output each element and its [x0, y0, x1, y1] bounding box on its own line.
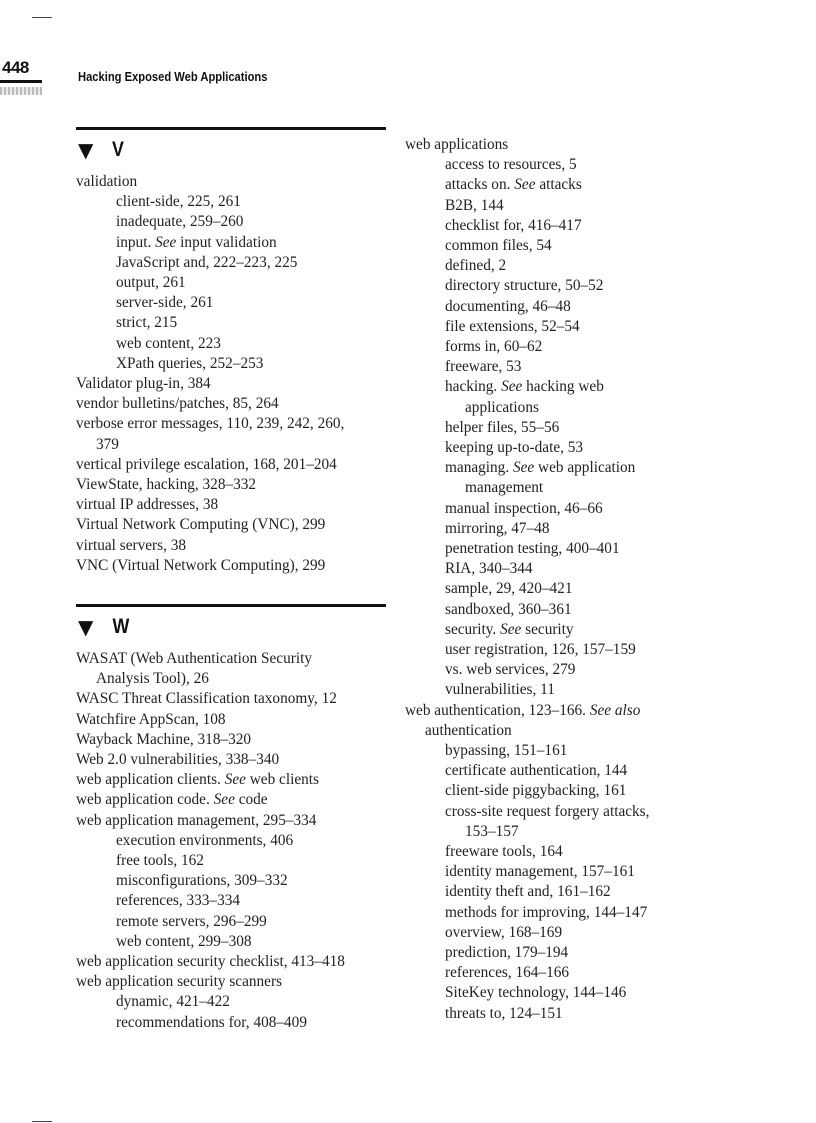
index-entry-text: manual inspection, 46–66	[445, 499, 603, 517]
index-entry	[445, 983, 626, 1003]
index-entry	[76, 495, 218, 515]
index-entry	[76, 811, 316, 831]
index-entry-text: remote servers, 296–299	[116, 912, 267, 930]
index-entry	[445, 923, 562, 943]
index-entry	[76, 394, 279, 414]
index-entry-text: B2B, 144	[445, 196, 504, 214]
index-entry	[445, 276, 603, 296]
index-entry	[445, 640, 636, 660]
index-entry-text: server-side, 261	[116, 294, 214, 312]
see-reference-target: code	[238, 791, 268, 809]
index-entry-text: freeware tools, 164	[445, 843, 563, 860]
index-entry	[76, 770, 319, 790]
index-entry-text: common files, 54	[445, 237, 552, 254]
index-entry	[76, 556, 325, 576]
index-entry-text: vendor bulletins/patches, 85, 264	[76, 395, 279, 413]
index-entry	[465, 822, 519, 842]
see-reference-label: See	[213, 791, 235, 809]
index-entry-text: virtual servers, 38	[76, 536, 187, 554]
index-entry-text: overview, 168–169	[445, 923, 563, 941]
index-entry-text: web application management, 295–334	[76, 811, 317, 829]
triangle-down-icon: ▼	[78, 615, 94, 639]
index-entry	[445, 236, 552, 256]
see-reference-target: security	[525, 620, 574, 638]
index-entry-text: WASAT (Web Authentication Security	[76, 650, 312, 667]
index-entry-text: Wayback Machine, 318–320	[76, 730, 252, 748]
index-entry	[445, 297, 571, 317]
section-letter: W	[112, 615, 130, 638]
index-entry	[116, 212, 243, 232]
index-entry	[445, 903, 647, 923]
index-entry	[76, 972, 282, 992]
index-entry	[445, 660, 575, 680]
index-entry	[445, 842, 563, 862]
index-entry-text: bypassing, 151–161	[445, 742, 568, 759]
index-entry-text: penetration testing, 400–401	[445, 540, 620, 557]
index-entry	[445, 458, 635, 478]
index-entry-text: vertical privilege escalation, 168, 201–204	[76, 455, 337, 473]
crop-mark-bottom	[32, 1121, 52, 1122]
see-reference-label: See	[500, 620, 522, 638]
index-entry	[76, 952, 345, 972]
see-reference-label: See	[224, 771, 246, 789]
see-reference-label: See	[501, 378, 523, 396]
index-entry	[445, 620, 574, 640]
index-entry	[116, 354, 263, 374]
index-entry-text: virtual IP addresses, 38	[76, 496, 219, 514]
index-entry	[425, 721, 512, 741]
index-entry	[445, 499, 603, 519]
index-entry-text: hacking.	[445, 378, 498, 396]
index-entry	[445, 943, 568, 963]
running-title: Hacking Exposed Web Applications	[78, 69, 268, 84]
index-entry-text: authentication	[425, 721, 512, 739]
index-entry-text: helper files, 55–56	[445, 418, 560, 436]
index-entry-text: access to resources, 5	[445, 156, 577, 174]
index-entry	[116, 932, 252, 952]
index-entry-text: execution environments, 406	[116, 831, 294, 849]
index-entry-text: threats to, 124–151	[445, 1004, 563, 1022]
index-entry	[445, 337, 542, 357]
index-entry-text: checklist for, 416–417	[445, 216, 582, 234]
index-entry	[116, 233, 277, 253]
index-entry-text: security.	[445, 620, 497, 638]
index-entry	[405, 701, 640, 721]
index-entry	[76, 515, 325, 535]
index-entry-text: web application clients.	[76, 771, 221, 789]
index-entry	[445, 1004, 563, 1024]
index-entry-text: 153–157	[465, 822, 519, 840]
index-entry	[76, 455, 337, 475]
see-reference-target: web clients	[249, 771, 319, 789]
index-entry-text: validation	[76, 173, 138, 190]
index-entry-text: inadequate, 259–260	[116, 213, 244, 231]
index-entry-text: dynamic, 421–422	[116, 993, 230, 1011]
see-reference-target: attacks	[539, 176, 582, 194]
index-entry	[465, 398, 539, 418]
index-entry	[445, 357, 521, 377]
index-entry-text: JavaScript and, 222–223, 225	[116, 253, 298, 271]
index-entry	[116, 851, 204, 871]
index-entry-text: mirroring, 47–48	[445, 519, 550, 537]
index-entry-text: web content, 299–308	[116, 932, 252, 950]
index-entry-text: input.	[116, 233, 152, 251]
index-entry	[445, 256, 506, 276]
index-entry-text: vulnerabilities, 11	[445, 681, 555, 699]
index-entry-text: strict, 215	[116, 314, 178, 332]
index-entry-text: web application code.	[76, 791, 210, 809]
index-entry-text: keeping up-to-date, 53	[445, 439, 584, 456]
index-entry-text: references, 164–166	[445, 964, 570, 982]
index-entry	[445, 377, 604, 397]
index-entry-text: certificate authentication, 144	[445, 762, 628, 780]
index-entry-text: prediction, 179–194	[445, 944, 569, 961]
index-entry-text: cross-site request forgery attacks,	[445, 802, 650, 820]
index-entry-text: Watchfire AppScan, 108	[76, 710, 226, 728]
index-entry	[465, 478, 543, 498]
index-entry-text: client-side, 225, 261	[116, 193, 241, 211]
index-entry	[445, 438, 583, 458]
index-entry	[445, 963, 569, 983]
index-entry	[445, 196, 504, 216]
index-entry-text: client-side piggybacking, 161	[445, 782, 627, 800]
index-entry-text: user registration, 126, 157–159	[445, 641, 636, 658]
index-entry	[445, 418, 559, 438]
index-entry-text: vs. web services, 279	[445, 661, 576, 679]
index-entry	[76, 414, 344, 434]
index-entry-text: RIA, 340–344	[445, 560, 533, 578]
index-entry-text: methods for improving, 144–147	[445, 903, 648, 921]
index-entry-text: recommendations for, 408–409	[116, 1013, 307, 1031]
index-entry	[116, 313, 177, 333]
index-entry	[445, 761, 627, 781]
index-entry	[445, 600, 572, 620]
index-entry	[116, 871, 288, 891]
index-entry	[116, 273, 186, 293]
index-entry	[76, 475, 256, 495]
index-entry	[96, 435, 119, 455]
index-entry	[445, 519, 550, 539]
index-entry-text: misconfigurations, 309–332	[116, 872, 288, 890]
see-reference-target: web application	[538, 459, 636, 477]
index-entry-text: references, 333–334	[116, 892, 241, 910]
index-entry	[76, 374, 211, 394]
index-entry	[116, 253, 297, 273]
index-entry-text: Virtual Network Computing (VNC), 299	[76, 516, 326, 534]
index-entry-text: defined, 2	[445, 257, 507, 275]
index-entry-text: freeware, 53	[445, 358, 522, 376]
index-entry-text: web content, 223	[116, 334, 221, 352]
index-entry-text: output, 261	[116, 274, 186, 291]
index-entry	[76, 172, 137, 192]
index-entry	[445, 559, 533, 579]
index-entry-text: WASC Threat Classification taxonomy, 12	[76, 690, 337, 708]
section-w-heading	[78, 615, 131, 639]
index-entry-text: ViewState, hacking, 328–332	[76, 476, 257, 493]
see-reference-target: hacking web	[526, 378, 604, 396]
index-entry-text: free tools, 162	[116, 852, 204, 869]
index-entry	[405, 135, 508, 155]
index-entry-text: sample, 29, 420–421	[445, 580, 573, 598]
index-entry	[445, 579, 572, 599]
index-entry	[445, 862, 635, 882]
index-entry	[76, 649, 312, 669]
section-v-heading	[78, 138, 125, 162]
index-entry	[116, 992, 230, 1012]
index-entry-text: Validator plug-in, 384	[76, 375, 211, 392]
index-entry-text: SiteKey technology, 144–146	[445, 984, 627, 1002]
index-entry-text: identity management, 157–161	[445, 863, 635, 881]
index-entry	[116, 831, 293, 851]
section-letter: V	[112, 138, 125, 161]
index-entry	[76, 536, 186, 556]
page-number-shade	[0, 87, 42, 95]
see-reference-target: input validation	[180, 233, 277, 251]
index-entry-text: web application security checklist, 413–418	[76, 953, 345, 970]
index-entry-text: web authentication, 123–166.	[405, 701, 586, 719]
index-entry-text: Analysis Tool), 26	[96, 670, 209, 688]
index-entry	[116, 192, 241, 212]
index-entry	[445, 802, 649, 822]
index-entry	[116, 912, 267, 932]
index-entry	[76, 710, 226, 730]
index-entry	[116, 1013, 307, 1033]
index-entry-text: 379	[96, 435, 119, 453]
crop-mark-top	[32, 17, 52, 18]
index-entry-text: identity theft and, 161–162	[445, 883, 611, 901]
index-entry	[96, 669, 209, 689]
index-entry	[445, 216, 582, 236]
index-entry	[445, 539, 620, 559]
index-entry	[76, 750, 279, 770]
section-v-rule	[76, 127, 386, 130]
triangle-down-icon: ▼	[78, 138, 94, 162]
index-entry-text: web application security scanners	[76, 973, 283, 991]
index-entry-text: XPath queries, 252–253	[116, 354, 264, 372]
index-entry-text: sandboxed, 360–361	[445, 600, 572, 618]
index-entry-text: managing.	[445, 459, 510, 477]
index-entry	[76, 730, 251, 750]
page-number: 448	[2, 58, 29, 77]
page-number-rule	[0, 80, 42, 83]
index-entry	[445, 155, 577, 175]
index-entry-text: forms in, 60–62	[445, 338, 543, 355]
see-reference-label: See also	[589, 701, 641, 719]
index-entry	[76, 689, 337, 709]
index-entry-text: documenting, 46–48	[445, 297, 571, 315]
index-entry-text: Web 2.0 vulnerabilities, 338–340	[76, 751, 280, 768]
index-entry	[445, 317, 580, 337]
section-w-rule	[76, 604, 386, 607]
index-entry-text: directory structure, 50–52	[445, 277, 604, 295]
see-reference-label: See	[512, 459, 535, 477]
see-reference-label: See	[155, 233, 177, 251]
index-entry	[445, 781, 626, 801]
index-entry-text: applications	[465, 398, 539, 416]
index-entry	[116, 334, 221, 354]
index-entry-text: file extensions, 52–54	[445, 317, 580, 335]
see-reference-label: See	[514, 176, 536, 194]
index-entry	[116, 891, 240, 911]
index-entry	[116, 293, 213, 313]
index-entry	[76, 790, 268, 810]
index-entry-text: management	[465, 479, 544, 497]
index-entry	[445, 882, 611, 902]
index-entry	[445, 741, 567, 761]
index-entry-text: attacks on.	[445, 176, 511, 194]
index-entry-text: VNC (Virtual Network Computing), 299	[76, 556, 326, 574]
index-entry	[445, 680, 555, 700]
index-entry-text: web applications	[405, 136, 509, 153]
index-entry-text: verbose error messages, 110, 239, 242, 260,	[76, 415, 345, 433]
index-entry	[445, 175, 582, 195]
